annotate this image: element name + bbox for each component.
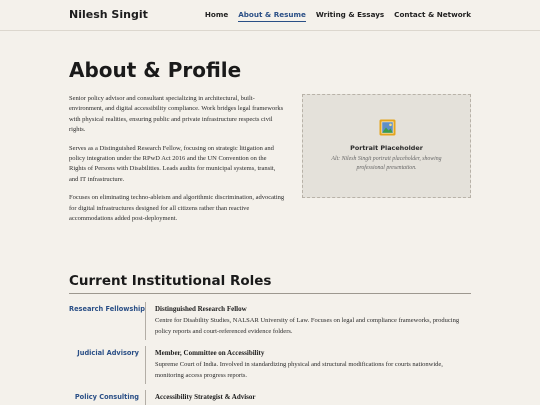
image-icon xyxy=(379,119,396,136)
role-label: Policy Consulting xyxy=(74,393,139,401)
bio-paragraph: Senior policy advisor and consultant specializing in architectural, built-environment, and digital accessibility compliance. Work bridges legal frameworks with physical realities, ensuring public and private infrastructure respects civil rights. xyxy=(69,95,284,134)
roles-section-title: Current Institutional Roles xyxy=(69,273,272,289)
role-title: Member, Committee on Accessibility xyxy=(155,349,265,357)
nav-contact-network[interactable]: Contact & Network xyxy=(394,10,471,19)
roles-list xyxy=(69,302,471,405)
main-nav xyxy=(205,10,471,22)
bio-paragraph: Serves as a Distinguished Research Fellow, focusing on strategic litigation and policy integration under the RPwD Act 2016 and the UN Convention on the Rights of Persons with Disabilities. Leads audits for municipal systems, transit, and IT infrastructure. xyxy=(69,144,276,183)
page-title: About & Profile xyxy=(69,58,242,82)
role-title: Accessibility Strategist & Advisor xyxy=(155,393,256,401)
portrait-title: Portrait Placeholder xyxy=(350,144,423,152)
portrait-placeholder xyxy=(302,94,471,198)
role-description: Supreme Court of India. Involved in standardizing physical and structural modifications for courts nationwide, monitoring access progress reports. xyxy=(155,361,443,379)
site-brand[interactable]: Nilesh Singit xyxy=(69,8,148,21)
role-divider xyxy=(145,390,146,405)
nav-writing-essays[interactable]: Writing & Essays xyxy=(315,10,385,19)
role-description: Centre for Disability Studies, NALSAR University of Law. Focuses on legal and compliance frameworks, producing policy reports and court-referenced evidence folders. xyxy=(155,317,460,335)
role-divider xyxy=(145,346,146,384)
portrait-alt-text: Alt: Nilesh Singit portrait placeholder, showing professional presentation. xyxy=(331,156,442,171)
role-label: Research Fellowship xyxy=(69,305,145,313)
role-label: Judicial Advisory xyxy=(77,349,139,357)
nav-about-resume[interactable]: About & Resume xyxy=(238,10,306,22)
site-header xyxy=(0,0,540,31)
bio-paragraph: Focuses on eliminating techno-ableism and algorithmic discrimination, advocating for digital infrastructures designed for all citizens rather than reactive accommodations added post-deployment. xyxy=(69,194,285,223)
role-item xyxy=(69,346,471,390)
role-item xyxy=(69,390,471,405)
role-item xyxy=(69,302,471,346)
section-divider xyxy=(69,293,471,294)
bio-section xyxy=(69,94,285,232)
role-divider xyxy=(145,302,146,340)
nav-home[interactable]: Home xyxy=(204,10,229,19)
role-title: Distinguished Research Fellow xyxy=(155,305,247,313)
